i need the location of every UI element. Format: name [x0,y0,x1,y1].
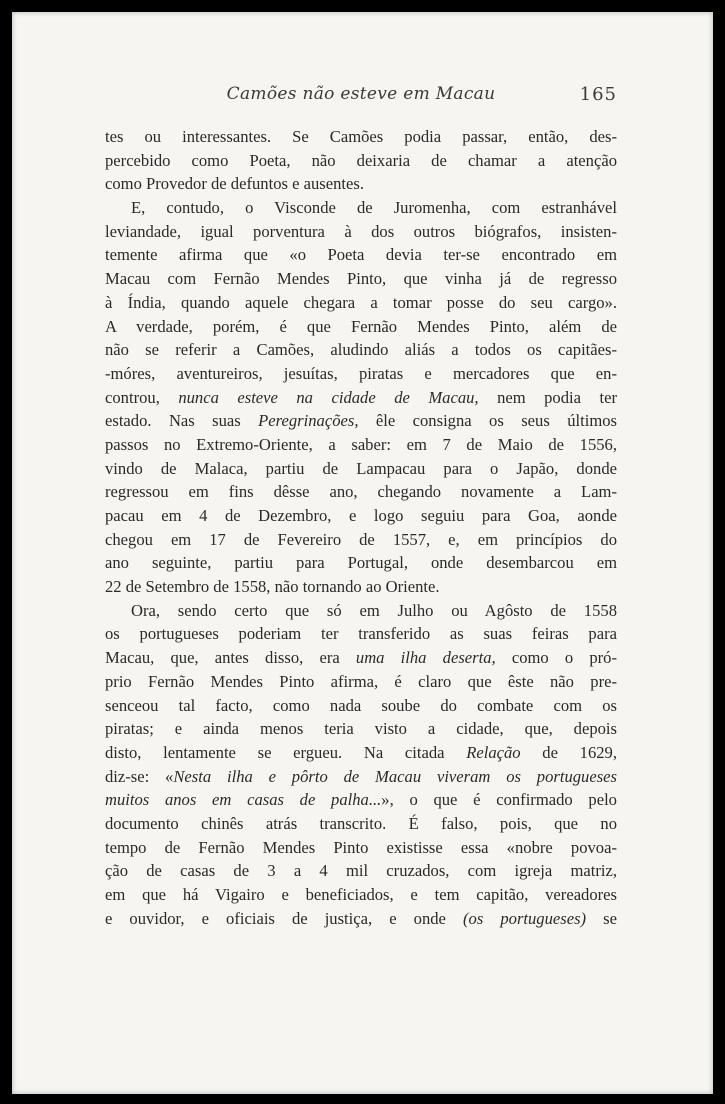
text-line [105,386,617,410]
text-line [105,646,617,670]
text-run: », o que é confirmado pelo [381,790,617,810]
text-line [105,409,617,433]
text-line: ção de casas de 3 a 4 mil cruzados, com igreja matriz, [105,861,617,881]
text-line [105,788,617,812]
running-title: Camões não esteve em Macau [226,84,496,104]
text-line: piratas; e ainda menos teria visto a cidade, que, depois [105,719,617,739]
text-line: senceou tal facto, como nada soube do combate com os [105,695,617,715]
text-line [105,907,617,931]
text-run: como o pró- [495,648,617,668]
text-line: tes ou interessantes. Se Camões podia passar, então, des- [105,127,617,146]
italic-run: muitos anos em casas de palha... [105,790,382,810]
text-line [105,765,617,789]
body-text [105,125,617,930]
text-run: nem podia ter [478,387,617,407]
text-run: estado. Nas suas [105,411,259,431]
text-line: em que há Vigairo e beneficiados, e tem capitão, vereadores [105,885,617,904]
text-line: percebido como Poeta, não deixaria de chamar a atenção [105,150,617,170]
text-line: não se referir a Camões, aludindo aliás a todos os capitães- [105,340,617,360]
text-run: Macau, que, antes disso, era [105,648,356,668]
text-line: vindo de Malaca, partiu de Lampacau para o Japão, donde [105,458,617,478]
text-line: ano seguinte, partiu para Portugal, onde desembarcou em [105,553,617,573]
text-line: Macau com Fernão Mendes Pinto, que vinha já de regresso [105,269,617,289]
text-run: se [586,908,617,928]
text-line: A verdade, porém, é que Fernão Mendes Pinto, além de [105,316,617,336]
text-run: e ouvidor, e oficiais de justiça, e onde [105,908,463,928]
text-line: regressou em fins dêsse ano, chegando novamente a Lam- [105,482,617,502]
book-page [12,12,713,1094]
text-run: controu, [105,387,179,407]
text-line: documento chinês atrás transcrito. É falso, pois, que no [105,813,617,833]
text-line: à Índia, quando aquele chegara a tomar posse do seu cargo». [105,292,617,312]
italic-run: Nesta ilha e pôrto de Macau viveram os portugueses [173,766,617,786]
text-line: Ora, sendo certo que só em Julho ou Agôsto de 1558 [131,600,617,620]
running-header [105,84,617,114]
text-line: passos no Extremo-Oriente, a saber: em 7 de Maio de 1556, [105,434,617,454]
text-line: prio Fernão Mendes Pinto afirma, é claro que êste não pre- [105,671,617,691]
text-line: temente afirma que «o Poeta devia ter-se encontrado em [105,245,617,265]
text-run: êle consigna os seus últimos [358,411,617,431]
text-line: leviandade, igual porventura à dos outros biógrafos, insisten- [105,221,617,241]
text-line: chegou em 17 de Fevereiro de 1557, e, em princípios do [105,529,617,549]
text-run: diz-se: « [105,766,174,786]
italic-run: nunca esteve na cidade de Macau, [178,387,479,407]
italic-run: uma ilha deserta, [355,648,496,668]
text-run: de 1629, [520,742,617,762]
text-line: tempo de Fernão Mendes Pinto existisse essa «nobre povoa- [105,837,617,857]
italic-run: (os portugueses) [463,908,587,928]
text-line: como Provedor de defuntos e ausentes. [105,174,364,194]
text-line: E, contudo, o Visconde de Juromenha, com estranhável [131,198,617,218]
text-line: pacau em 4 de Dezembro, e logo seguiu para Goa, aonde [105,506,617,525]
page-number: 165 [579,84,617,105]
text-run: disto, lentamente se ergueu. Na citada [105,742,467,762]
text-line: -móres, aventureiros, jesuítas, piratas e mercadores que en- [105,363,617,383]
text-line [105,741,617,765]
text-line: 22 de Setembro de 1558, não tornando ao Oriente. [105,577,440,597]
italic-run: Peregrinações, [258,411,359,431]
text-line: os portugueses poderiam ter transferido as suas feiras para [105,624,617,644]
italic-run: Relação [466,742,521,762]
